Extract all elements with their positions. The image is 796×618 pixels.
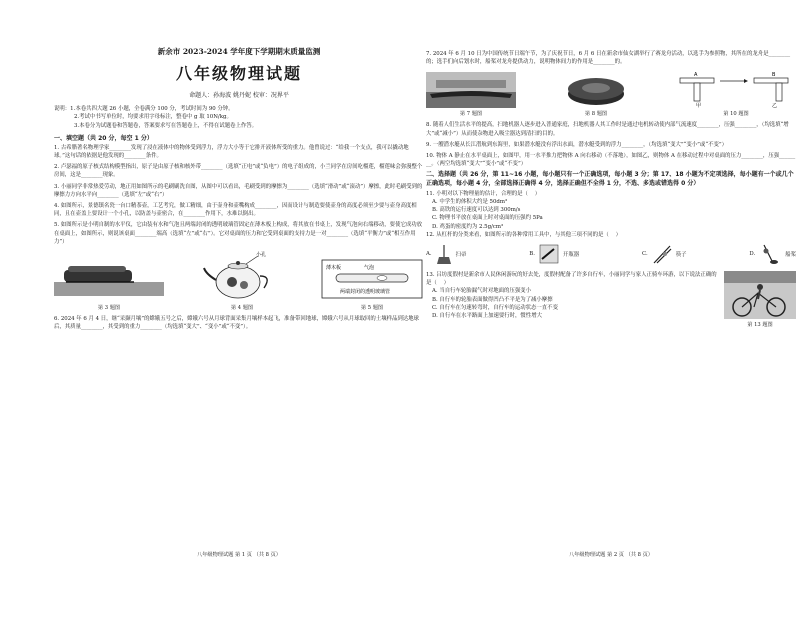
block-push-diagram [676, 72, 796, 108]
tube-label: 两端封闭的透明玻璃管 [340, 289, 391, 296]
question-11-option-a: A. 中学生的体积大约是 50dm³ [432, 199, 508, 206]
option-b-letter: B. [529, 251, 535, 258]
figures-row-2 [426, 72, 796, 117]
page-1 [54, 38, 424, 558]
label-B: B [772, 72, 776, 79]
section-1-heading: 一、填空题（共 20 分，每空 1 分） [54, 134, 153, 142]
figure-3 [54, 264, 164, 311]
figures-row-1 [54, 252, 424, 311]
page-2-footer: 八年级物理试题 第 2 页 （共 8 页） [569, 552, 653, 558]
dragon-boat-photo [426, 72, 516, 108]
option-c-chopsticks [642, 243, 686, 265]
question-13-option-a: A. 当自行车轮胎漏气时对地面的压强变小 [432, 288, 531, 295]
page-1-footer: 八年级物理试题 第 1 页 （共 8 页） [197, 552, 281, 558]
exam-header: 新余市 2023-2024 学年度下学期期末质量监测 [157, 47, 321, 56]
figure-5-caption: 第 5 题图 [360, 305, 384, 312]
label-A: A [694, 72, 698, 79]
question-7: 7. 2024 年 6 月 10 日为中国传统节日端午节，为了庆祝节日，6 月 6 日在新余市仙女湖举行了赛龙舟活动，以选手为参照物，其所在的龙舟是________的；选手们向后划水时，船桨对龙舟提供动力，说明物体间力的作用是________的。 [426, 51, 791, 66]
option-b-label: 开瓶器 [562, 252, 580, 259]
brush-illustration [54, 264, 164, 302]
page-2 [426, 38, 796, 558]
question-13-option-b: B. 自行车的轮胎表面做得凹凸不平是为了减小摩擦 [432, 296, 553, 303]
option-a-broom [426, 243, 466, 265]
level-illustration [320, 256, 424, 302]
option-a-label: 扫帚 [455, 252, 467, 259]
note-1: 说明：1.本卷共四大题 26 小题，全卷满分 100 分，考试时间为 90 分钟。 [54, 106, 234, 113]
board-label: 薄木板 [326, 265, 342, 272]
exam-title: 八年级物理试题 [175, 64, 302, 84]
question-1: 1. 古希腊著名物理学家________发现了浸在液体中的物体受到浮力，浮力大小等于它排开液体所受的重力。他曾说过：“给我一个支点，我可以撬动地球。”这句话的依据是他发现的________条件。 [54, 144, 409, 160]
option-d-letter: D. [749, 251, 756, 258]
option-a-letter: A. [426, 251, 432, 258]
figure-7 [426, 72, 516, 117]
question-2: 2. 卢瑟福的原子核式结构模型指出，原子是由原子核和核外带________（选填“正电”或“负电”）的电子组成的，小兰同学在房间吃榴莲，榴莲味会弥漫整个房间，这是________现象。 [54, 164, 423, 179]
section-2-heading: 二、选择题（共 26 分，第 11~16 小题，每小题只有一个正确选项，每小题 3 分；第 17、18 小题为不定项选择，每小题有一个或几个正确选项，每小题 4 分，全部选择正确得 4 分，选择正确但不全得 1 分，不选、多选或错选得 0 分） [426, 171, 794, 187]
hole-label: 小孔 [256, 252, 267, 259]
question-12: 12. 从杠杆的分类来看，如图所示的各种常用工具中，与其他三项不同的是（ ） [426, 231, 622, 238]
broom-icon [435, 243, 453, 265]
question-11-option-c: C. 物理书平放在桌面上时对桌面的压强约 5Pa [432, 215, 543, 222]
figure-3-caption: 第 3 题图 [97, 305, 121, 312]
question-11-option-d: D. 鸡蛋的密度约为 2.5g/cm³ [432, 223, 504, 230]
bubble-label: 气泡 [364, 265, 375, 272]
question-10: 10. 物体 A 静止在水平桌面上，如图甲，用一水平推力把物体 A 向右移动（不落地），如图乙，则物体 A 在移动过程中对桌面的压力________，压强________。（两空均选填“变大”“变小”或“不变”） [426, 153, 796, 168]
figure-13 [724, 271, 796, 328]
option-d-label: 船桨 [785, 252, 796, 259]
question-13-text [426, 271, 720, 328]
question-3: 3. 小丽同学非常热爱劳动，地正用如图所示的毛刷刷洗自图，从图中可以看出，毛刷受到的摩擦为________（选填“滑动”或“滚动”）摩擦，此时毛刷受到的摩擦力方向水平向________（选填“左”或“右”） [54, 183, 423, 198]
question-8: 8. 随着人们生活水平的提高，扫地机器人逐步进入普通家庭，扫地机器人其工作时是通过电机转动使内部气流速度________，压强________，（均选填“增大”或“减小”）从而使杂物进入吸尘器达到清扫的目的。 [426, 122, 789, 137]
question-9: 9. 一艘潜水艇从长江潜航到东海里，如果潜水艇没有浮出水面，潜水艇受到的浮力________，（均选填“变大”“变小”或“不变”） [426, 141, 728, 148]
question-4: 4. 如图所示，景德镇名瓷一台口精茶壶，工艺考究，做工精细，由于壶身和壶嘴构成________，因而设计与制造要使壶身的高度必须至少要与壶身高度相同，且在壶盖上要设计一个小孔，以防盖与壶密合，在________作用下，水难以倒出。 [54, 203, 417, 218]
label-jia: 甲 [696, 103, 702, 110]
figure-7-caption: 第 7 题图 [459, 111, 483, 118]
question-13-block [426, 271, 796, 328]
option-c-letter: C. [642, 251, 648, 258]
question-12-options [426, 243, 796, 265]
bicycle-photo [724, 271, 796, 319]
question-6: 6. 2024 年 6 月 4 日，继“采撷月壤”的嫦娥五号之后，嫦娥六号从月球背面采集月壤样本起飞，准备带回地球，嫦娥六号从月球取回的土壤样品到达地球后，其质量________，其受到的重力________（均选填“变大”、“变小”或“不变”）。 [54, 316, 419, 331]
note-3: 3.本卷分为试题卷和答题卷，答案要求写在答题卷上，不得在试题卷上作答。 [74, 122, 258, 129]
question-13: 13. 吕坊度假村是新余市人民休闲游玩的好去处，度假村配备了许多自行车，小丽同学与家人正骑车环游，以下说法正确的是（ ） [426, 272, 717, 287]
option-c-label: 筷子 [675, 252, 687, 259]
figure-4-caption: 第 4 题图 [230, 305, 254, 312]
question-13-option-c: C. 自行车在匀速转弯时，自行车的运动状态一直不变 [432, 304, 558, 311]
robot-vacuum-illustration [561, 72, 631, 108]
option-d-paddle [749, 243, 796, 265]
note-2: 2.考试中书写单位时，均要求用字母标注，整卷中 g 取 10N/kg。 [74, 114, 232, 121]
figure-10-caption: 第 10 题图 [723, 111, 749, 118]
figure-10 [676, 72, 796, 117]
question-5: 5. 如图所示是小明自制的水平仪，它由装有水和气泡且两端封闭的透明玻璃管固定在薄木板上构成，将其放在书桌上，发现气泡向右端移动，要使它成功放在桌面上，如图所示，则说该桌面________端高（选填“左”或“右”）。它对桌面的压力和它受到桌面的支持力是一对________（选填“平衡力”或“相互作用力”） [54, 222, 423, 245]
figure-4 [202, 252, 282, 311]
question-11-option-b: B. 高铁的运行速度可以达到 300m/s [432, 207, 521, 214]
question-13-option-d: D. 自行车在水平路面上加速要行时，惯性增大 [432, 313, 542, 320]
option-b-bottle-opener [529, 243, 579, 265]
teapot-illustration [202, 252, 282, 302]
authors-line: 命题人：孙海波 姚丹妮 校审：况界平 [189, 92, 289, 100]
question-11: 11. 小明对以下物理量的估计，合理的是（ ） [426, 190, 541, 197]
bottle-opener-icon [538, 243, 560, 265]
chopsticks-icon [651, 243, 673, 265]
figure-8-caption: 第 8 题图 [584, 111, 608, 118]
label-yi: 乙 [772, 103, 778, 110]
paddle-icon [758, 243, 782, 265]
figure-5 [320, 256, 424, 311]
figure-13-caption: 第 13 题图 [747, 322, 773, 329]
figure-8 [561, 72, 631, 117]
